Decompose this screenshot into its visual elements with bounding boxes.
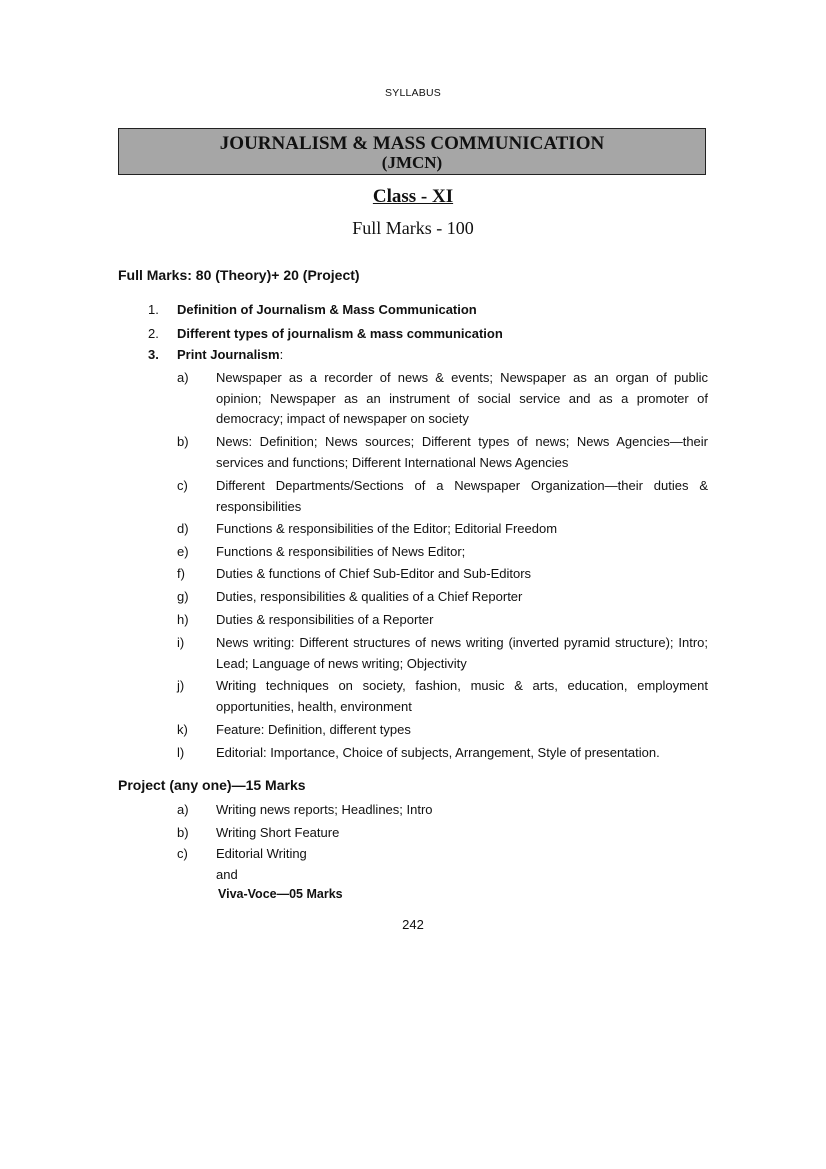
item-text: Newspaper as a recorder of news & events; Newspaper as an organ of public opinion; Newspaper as an instrument of social service and as a promoter of democracy; impact of newspaper on society <box>216 370 708 426</box>
print-item <box>177 519 708 540</box>
page-header: SYLLABUS <box>385 87 441 99</box>
full-marks-split: Full Marks: 80 (Theory)+ 20 (Project) <box>118 267 360 283</box>
item-text: Duties & functions of Chief Sub-Editor and Sub-Editors <box>216 566 532 581</box>
print-item <box>177 564 708 585</box>
item-text: Editorial Writing <box>216 846 307 861</box>
item-text: Different Departments/Sections of a Newspaper Organization—their duties & responsibilities <box>216 478 708 514</box>
item-label: h) <box>177 612 189 627</box>
topic-text: Different types of journalism & mass communication <box>177 326 503 341</box>
topic-number: 1. <box>148 302 159 317</box>
viva-voce-line: Viva-Voce—05 Marks <box>218 887 343 901</box>
print-item <box>177 676 708 717</box>
title-line-2: (JMCN) <box>381 153 443 172</box>
item-label: c) <box>177 478 188 493</box>
print-item <box>177 743 708 764</box>
class-label: Class - XI <box>372 186 454 207</box>
print-item <box>177 432 708 473</box>
item-text: Functions & responsibilities of the Editor; Editorial Freedom <box>216 521 558 536</box>
project-item <box>177 823 708 844</box>
item-label: d) <box>177 521 189 536</box>
topic-number: 3. <box>148 347 159 362</box>
item-label: e) <box>177 544 189 559</box>
item-text: Writing techniques on society, fashion, music & arts, education, employment opportunities, health, environment <box>216 678 708 714</box>
item-text: Feature: Definition, different types <box>216 722 411 737</box>
item-text: Duties & responsibilities of a Reporter <box>216 612 434 627</box>
topic-number: 2. <box>148 326 159 341</box>
item-label: k) <box>177 722 188 737</box>
item-label: b) <box>177 825 189 840</box>
and-text: and <box>216 867 238 882</box>
topic-suffix: : <box>279 347 284 362</box>
print-item <box>177 476 708 517</box>
item-label: l) <box>177 745 185 760</box>
full-marks-total: Full Marks - 100 <box>352 218 474 238</box>
page-number: 242 <box>402 917 424 932</box>
topic-text: Print Journalism <box>177 347 280 362</box>
topic-item <box>148 302 477 317</box>
item-label: j) <box>177 678 185 693</box>
print-item <box>177 633 708 674</box>
title-box <box>118 128 706 175</box>
print-item <box>177 720 708 741</box>
item-label: g) <box>177 589 189 604</box>
item-label: i) <box>177 635 185 650</box>
item-label: f) <box>177 566 185 581</box>
topic-item <box>148 347 283 362</box>
print-item <box>177 542 708 563</box>
item-text: Writing Short Feature <box>216 825 340 840</box>
project-heading: Project (any one)—15 Marks <box>118 777 306 793</box>
item-text: Editorial: Importance, Choice of subjects, Arrangement, Style of presentation. <box>216 745 660 760</box>
item-label: a) <box>177 370 189 385</box>
item-text: Writing news reports; Headlines; Intro <box>216 802 433 817</box>
item-text: News writing: Different structures of news writing (inverted pyramid structure); Intro; Lead; Language of news writing; Objectivity <box>216 635 708 671</box>
item-text: Duties, responsibilities & qualities of a Chief Reporter <box>216 589 523 604</box>
topic-text: Definition of Journalism & Mass Communication <box>177 302 477 317</box>
project-item <box>177 800 708 821</box>
topic-item <box>148 326 503 341</box>
item-text: News: Definition; News sources; Different types of news; News Agencies—their services and functions; Different International News Agencies <box>216 434 708 470</box>
item-label: c) <box>177 846 188 861</box>
item-text: Functions & responsibilities of News Editor; <box>216 544 466 559</box>
print-item <box>177 368 708 430</box>
title-line-1: JOURNALISM & MASS COMMUNICATION <box>219 133 605 154</box>
item-label: a) <box>177 802 189 817</box>
project-item <box>177 844 708 865</box>
print-item <box>177 610 708 631</box>
print-item <box>177 587 708 608</box>
item-label: b) <box>177 434 189 449</box>
